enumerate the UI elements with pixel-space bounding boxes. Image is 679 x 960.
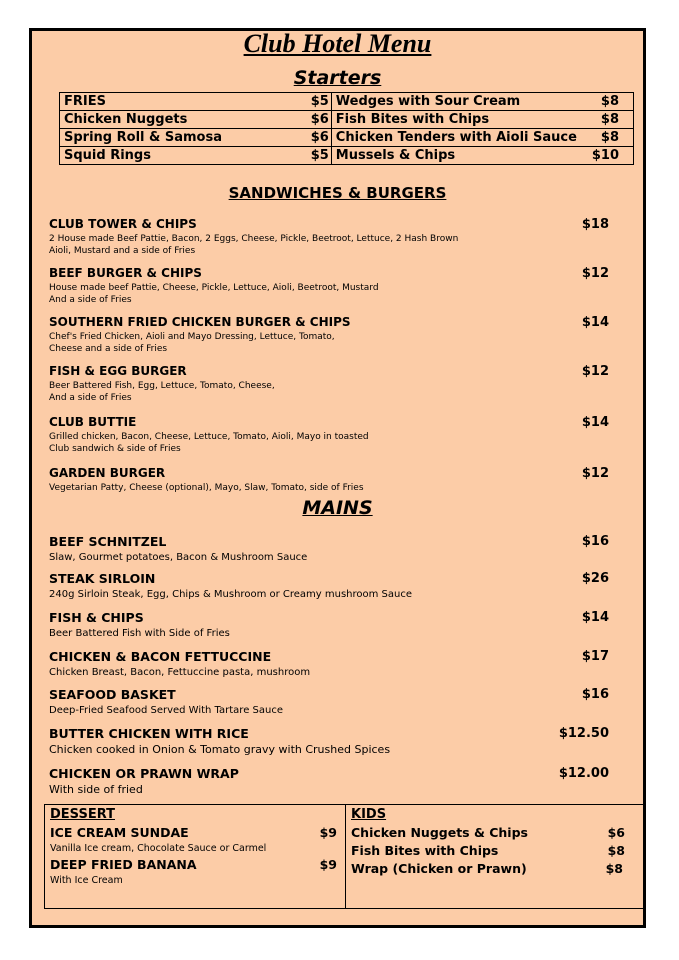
item-price: $9 — [319, 857, 337, 872]
starter-price: $10 — [577, 147, 634, 165]
item-name: Fish Bites with Chips — [351, 843, 499, 858]
starter-name: Wedges with Sour Cream — [331, 93, 577, 111]
item-price: $9 — [319, 825, 337, 840]
starter-name: Squid Rings — [60, 147, 285, 165]
item-description: Chicken Breast, Bacon, Fettuccine pasta, mushroom — [49, 667, 311, 678]
kids-item — [351, 861, 625, 877]
item-description: Cheese and a side of Fries — [49, 344, 168, 354]
item-name: STEAK SIRLOIN — [49, 571, 156, 586]
menu-item — [49, 726, 624, 756]
item-price: $14 — [581, 415, 609, 430]
starter-name: Chicken Nuggets — [60, 111, 285, 129]
kids-item — [351, 843, 625, 859]
item-description: Beer Battered Fish with Side of Fries — [49, 628, 230, 639]
menu-item — [49, 466, 624, 494]
item-name: FISH & EGG BURGER — [49, 364, 187, 378]
menu-item — [49, 266, 624, 306]
kids-section — [346, 805, 645, 908]
mains-heading: MAINS — [302, 497, 373, 519]
menu-item — [49, 315, 624, 355]
dessert-section — [45, 805, 346, 908]
item-description: 2 House made Beef Pattie, Bacon, 2 Eggs, Cheese, Pickle, Beetroot, Lettuce, 2 Hash Brown — [49, 234, 459, 244]
item-description: Chicken cooked in Onion & Tomato gravy with Crushed Spices — [49, 743, 391, 756]
item-description: 240g Sirloin Steak, Egg, Chips & Mushroom or Creamy mushroom Sauce — [49, 589, 413, 600]
item-description: And a side of Fries — [49, 393, 132, 403]
table-row — [60, 129, 634, 147]
item-price: $6 — [607, 825, 625, 840]
dessert-item — [50, 857, 337, 873]
item-price: $14 — [581, 610, 609, 625]
sandwiches-heading: SANDWICHES & BURGERS — [228, 184, 447, 202]
item-description: And a side of Fries — [49, 295, 132, 305]
table-row — [60, 93, 634, 111]
item-name: ICE CREAM SUNDAE — [50, 825, 189, 840]
item-name: BEEF BURGER & CHIPS — [49, 266, 202, 280]
item-description: Aioli, Mustard and a side of Fries — [49, 246, 196, 256]
starter-price: $6 — [285, 111, 332, 129]
starters-table — [59, 92, 634, 165]
item-description: House made beef Pattie, Cheese, Pickle, Lettuce, Aioli, Beetroot, Mustard — [49, 283, 379, 293]
item-name: FISH & CHIPS — [49, 610, 144, 625]
item-price: $8 — [605, 861, 623, 876]
item-description: With side of fried — [49, 783, 143, 796]
menu-item — [49, 415, 624, 455]
kids-item — [351, 825, 625, 841]
menu-item — [49, 571, 624, 601]
item-name: BEEF SCHNITZEL — [49, 534, 167, 549]
menu-item — [49, 687, 624, 717]
item-price: $8 — [607, 843, 625, 858]
dessert-heading: DESSERT — [50, 807, 115, 822]
starter-name: Spring Roll & Samosa — [60, 129, 285, 147]
starters-heading: Starters — [293, 67, 382, 89]
kids-heading: KIDS — [351, 807, 387, 822]
item-price: $14 — [581, 315, 609, 330]
item-description: Club sandwich & side of Fries — [49, 444, 181, 454]
item-description: Beer Battered Fish, Egg, Lettuce, Tomato, Cheese, — [49, 381, 275, 391]
item-price: $12.00 — [558, 766, 609, 781]
item-description: Deep-Fried Seafood Served With Tartare Sauce — [49, 705, 283, 716]
item-name: CLUB TOWER & CHIPS — [49, 217, 197, 231]
starter-price: $8 — [577, 129, 634, 147]
menu-item — [49, 649, 624, 679]
item-price: $16 — [581, 534, 609, 549]
menu-title: Club Hotel Menu — [243, 29, 432, 58]
table-row — [60, 147, 634, 165]
menu-item — [49, 534, 624, 564]
item-description: Grilled chicken, Bacon, Cheese, Lettuce, Tomato, Aioli, Mayo in toasted — [49, 432, 369, 442]
starter-name: Chicken Tenders with Aioli Sauce — [331, 129, 577, 147]
table-row — [60, 111, 634, 129]
starter-price: $8 — [577, 111, 634, 129]
item-price: $12 — [581, 466, 609, 481]
item-price: $16 — [581, 687, 609, 702]
item-price: $12 — [581, 364, 609, 379]
item-description: Vegetarian Patty, Cheese (optional), Mayo, Slaw, Tomato, side of Fries — [49, 483, 364, 493]
item-price: $18 — [581, 217, 609, 232]
item-description: With Ice Cream — [50, 875, 123, 886]
item-name: DEEP FRIED BANANA — [50, 857, 197, 872]
item-name: SOUTHERN FRIED CHICKEN BURGER & CHIPS — [49, 315, 351, 329]
item-description: Vanilla Ice cream, Chocolate Sauce or Carmel — [50, 843, 267, 854]
item-price: $12.50 — [558, 726, 609, 741]
dessert-kids-box — [44, 804, 646, 909]
item-name: CHICKEN OR PRAWN WRAP — [49, 766, 239, 781]
item-name: Chicken Nuggets & Chips — [351, 825, 528, 840]
item-description: Slaw, Gourmet potatoes, Bacon & Mushroom Sauce — [49, 552, 308, 563]
starter-price: $6 — [285, 129, 332, 147]
item-name: SEAFOOD BASKET — [49, 687, 176, 702]
starter-price: $5 — [285, 147, 332, 165]
item-name: GARDEN BURGER — [49, 466, 166, 480]
item-name: CLUB BUTTIE — [49, 415, 137, 429]
starter-price: $8 — [577, 93, 634, 111]
menu-item — [49, 610, 624, 640]
item-price: $12 — [581, 266, 609, 281]
item-name: CHICKEN & BACON FETTUCCINE — [49, 649, 272, 664]
starter-name: FRIES — [60, 93, 285, 111]
starter-price: $5 — [285, 93, 332, 111]
menu-item — [49, 217, 624, 257]
menu-item — [49, 766, 624, 796]
starter-name: Fish Bites with Chips — [331, 111, 577, 129]
starter-name: Mussels & Chips — [331, 147, 577, 165]
item-description: Chef's Fried Chicken, Aioli and Mayo Dressing, Lettuce, Tomato, — [49, 332, 335, 342]
item-name: Wrap (Chicken or Prawn) — [351, 861, 527, 876]
item-price: $17 — [581, 649, 609, 664]
item-name: BUTTER CHICKEN WITH RICE — [49, 726, 249, 741]
dessert-item — [50, 825, 337, 841]
item-price: $26 — [581, 571, 609, 586]
menu-page — [29, 28, 646, 928]
menu-item — [49, 364, 624, 404]
